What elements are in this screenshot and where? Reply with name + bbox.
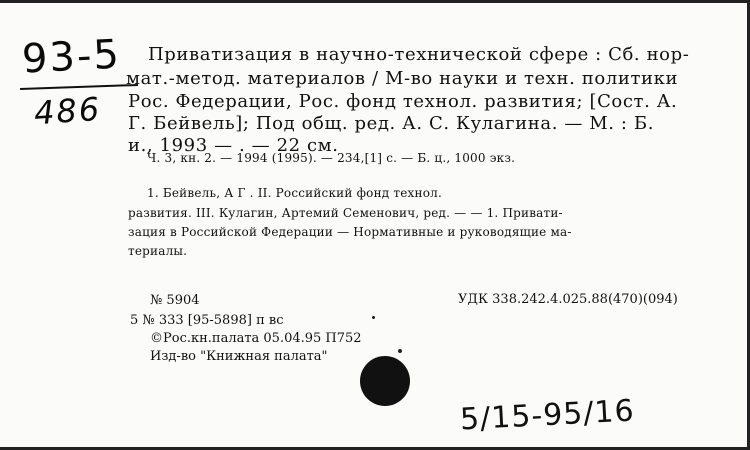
- handwritten-code: 5/15-95/16: [459, 393, 636, 438]
- volume-line: Ч. 3, кн. 2. — 1994 (1995). — 234,[1] с. — Б. ц., 1000 экз.: [147, 151, 516, 165]
- title-line-5: и., 1993 — . — 22 см.: [128, 135, 339, 156]
- chamber-stamp: ©Рос.кн.палата 05.04.95 П752: [150, 331, 362, 346]
- ink-speck: [372, 316, 375, 319]
- card-top-edge: [0, 0, 750, 3]
- title-line-2: мат.-метод. материалов / М-во науки и техн. политики: [126, 68, 679, 89]
- punch-hole: [360, 356, 410, 406]
- registration-number: 5 № 333 [95-5898] п вс: [130, 313, 284, 328]
- tracing-line-4: териалы.: [128, 244, 188, 258]
- tracing-line-3: зация в Российской Федерации — Нормативные и руководящие ма-: [128, 225, 572, 239]
- title-line-4: Г. Бейвель]; Под общ. ред. А. С. Кулагина. — М. : Б.: [128, 113, 655, 134]
- ink-speck: [398, 349, 402, 353]
- tracing-line-1: 1. Бейвель, А Г . II. Российский фонд технол.: [147, 186, 442, 200]
- shelf-mark-2: 486: [32, 89, 103, 133]
- title-line-3: Рос. Федерации, Рос. фонд технол. развития; [Сост. А.: [128, 91, 678, 112]
- shelf-mark-1: 93-5: [20, 31, 122, 83]
- shelf-mark-underline: [20, 84, 138, 90]
- tracing-line-2: развития. III. Кулагин, Артемий Семенович, ред. — — 1. Привати-: [128, 206, 563, 220]
- title-line-1: Приватизация в научно-технической сфере : Сб. нор-: [148, 44, 690, 65]
- udk-code: УДК 338.242.4.025.88(470)(094): [458, 292, 678, 307]
- card-number: № 5904: [150, 293, 200, 308]
- publisher-line: Изд-во "Книжная палата": [150, 349, 328, 364]
